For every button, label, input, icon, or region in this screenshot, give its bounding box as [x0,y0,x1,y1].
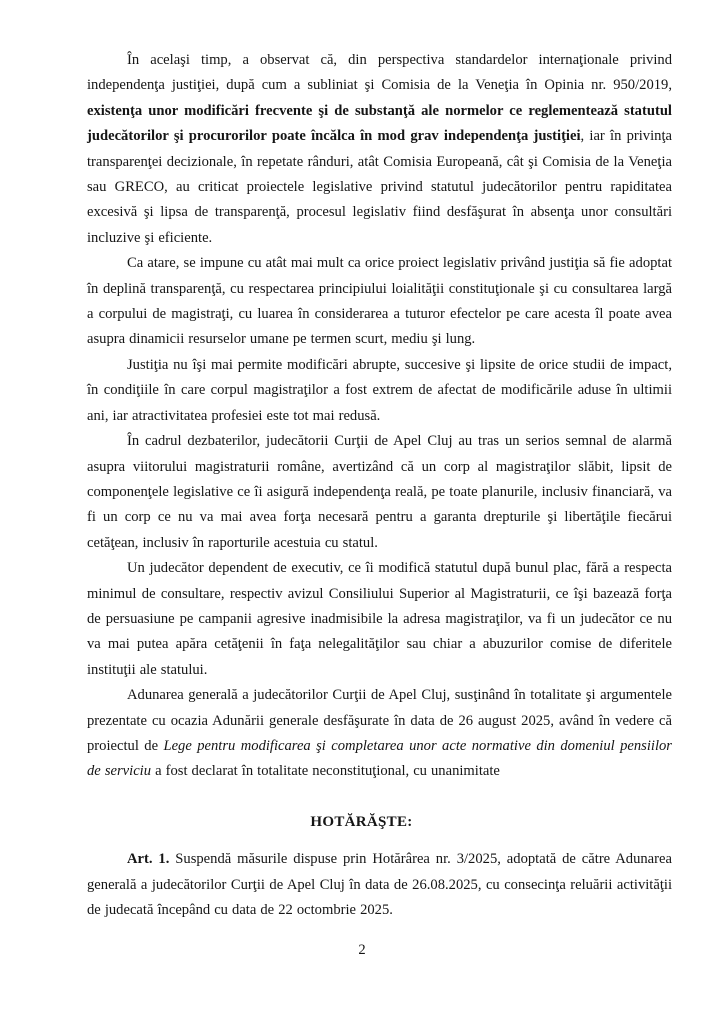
text-run: a fost declarat în totalitate neconstituţional, cu unanimitate [151,763,500,780]
text-run: Adunarea generală a judecătorilor Curţii de Apel Cluj, susţinând în totalitate şi argumentele prezentate cu ocazia Adunării generale desfăşurate în data de 26 august 2025, având în vedere că proiectul de [87,687,672,754]
paragraph-article-1 [87,847,672,923]
paragraph-general-assembly [87,683,672,785]
text-run-italic: Lege pentru modificarea şi completarea unor acte normative din domeniul pensiilor de serviciu [87,737,672,780]
paragraph-venice-opinion [87,48,672,251]
text-run: Suspendă măsurile dispuse prin Hotărârea nr. 3/2025, adoptată de către Adunarea generală a judecătorilor Curţii de Apel Cluj în data de 26.08.2025, cu consecinţa reluării activităţii de judecată începând cu data de 22 octombrie 2025. [87,851,672,918]
text-run: , iar în privinţa transparenţei decizionale, în repetate rânduri, atât Comisia Europeană, cât şi Comisia de la Veneţia sau GRECO, au criticat proiectele legislative privind statutul judecătorilor pentru rapiditatea excesivă şi lipsa de transparenţă, procesul legislativ fiind desfăşurat în absenţa unor consultări incluzive şi eficiente. [87,128,672,246]
text-run: În acelaşi timp, a observat că, din perspectiva standardelor internaţionale privind independenţa justiţiei, după cum a subliniat şi Comisia de la Veneţia în Opinia nr. 950/2019, [87,52,672,94]
text-run: În cadrul dezbaterilor, judecătorii Curţii de Apel Cluj au tras un serios semnal de alarmă asupra viitorului magistraturii române, avertizând că un corp al magistraţilor slăbit, lipsit de componenţele legislative ce îi asigură independenţa reală, pe toate planurile, inclusiv financiară, va fi un corp ce nu va mai avea forţa necesară pentru a garanta drepturile şi libertăţile fiecărui cetăţean, inclusiv în raporturile acestuia cu statul. [87,433,672,551]
paragraph-justice-impact [87,353,672,429]
text-run-bold: Art. 1. [127,851,170,868]
text-run: Un judecător dependent de executiv, ce îi modifică statutul după bunul plac, fără a respecta minimul de consultare, respectiv avizul Consiliului Superior al Magistraturii, ce îşi bazează forţa de persuasiune pe campanii agresive inadmisibile la adresa magistraţilor, va fi un judecător ce nu va mai putea apăra cetăţenii în faţa nelegalităţilor sau chiar a abuzurilor comise de diferitele instituţii ale statului. [87,560,672,678]
text-run-bold: existenţa unor modificări frecvente şi de substanţă ale normelor ce reglementează statutul judecătorilor şi procurorilor poate încălca în mod grav independenţa justiţiei [87,102,672,145]
paragraph-debates-warning [87,429,672,556]
paragraph-dependent-judge [87,556,672,683]
paragraph-transparency-requirement [87,251,672,353]
page-number: 2 [358,942,366,958]
text-run: Justiţia nu îşi mai permite modificări abrupte, succesive şi lipsite de orice studii de impact, în condiţiile în care corpul magistraţilor a fost extrem de afectat de modificările aduse în ultimii ani, iar atractivitatea profesiei este tot mai redusă. [87,356,672,424]
decision-heading: HOTĂRĂŞTE: [310,813,413,830]
text-run: Ca atare, se impune cu atât mai mult ca orice proiect legislativ privând justiţia să fie adoptat în deplină transparenţă, cu respectarea principiului loialităţii constituţionale şi cu consultarea largă a corpului de magistraţi, cu luarea în considerarea a tuturor efectelor pe care acesta îl poate avea asupra dinamicii resurselor umane pe termen scurt, mediu şi lung. [87,255,672,348]
